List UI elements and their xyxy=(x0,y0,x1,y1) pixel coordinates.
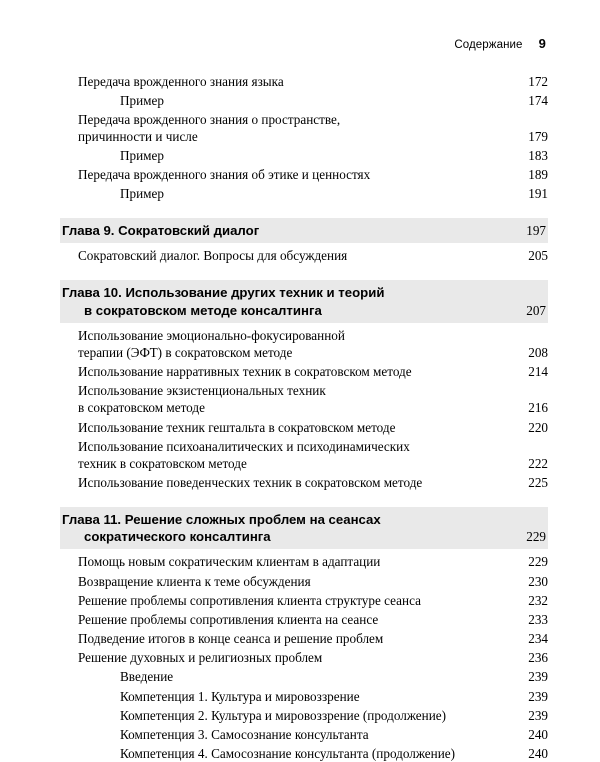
toc-entry-label: Решение проблемы сопротивления клиента на сеансе xyxy=(78,611,379,627)
toc-entry-page: 232 xyxy=(528,592,548,608)
toc-chapter-title: Глава 9. Сократовский диалог xyxy=(62,223,260,239)
toc-entry-label: Использование техник гештальта в сократовском методе xyxy=(78,419,396,435)
toc-entry[interactable] xyxy=(78,166,548,183)
toc-entry-page: 240 xyxy=(528,746,548,761)
toc-entry-page: 236 xyxy=(528,650,548,666)
toc-entry-label: Решение проблемы сопротивления клиента структуре сеанса xyxy=(78,592,421,608)
toc-entry[interactable] xyxy=(78,73,548,90)
toc-entry-label xyxy=(78,327,355,361)
toc-entry-label-line2: терапии (ЭФТ) в сократовском методе xyxy=(78,344,293,360)
toc-entry-page: 230 xyxy=(528,573,548,589)
running-head-page-number: 9 xyxy=(538,36,546,51)
toc-entry-page: 239 xyxy=(528,669,548,685)
toc-entry-label: Использование поведенческих техник в сократовском методе xyxy=(78,474,423,490)
toc-entry[interactable] xyxy=(120,707,548,724)
toc-entry[interactable] xyxy=(120,92,548,109)
toc-entry-label xyxy=(78,111,350,145)
toc-entry-page: 205 xyxy=(528,248,548,264)
toc-entry[interactable] xyxy=(78,247,548,264)
toc-entry-label: Компетенция 2. Культура и мировоззрение (продолжение) xyxy=(120,707,446,723)
toc-entry-page: 189 xyxy=(528,166,548,182)
toc-entry-page: 174 xyxy=(528,93,548,109)
toc-entry[interactable] xyxy=(78,573,548,590)
toc-chapter-title-line2: сократического консалтинга xyxy=(84,529,271,545)
toc-entry-label-line1: Передача врожденного знания о пространстве, xyxy=(78,112,341,128)
toc-entry[interactable] xyxy=(120,745,548,762)
toc-entry-label: Введение xyxy=(120,669,174,685)
toc-entry[interactable] xyxy=(78,474,548,491)
toc-entry-page: 179 xyxy=(528,129,548,145)
toc-entry-label: Пример xyxy=(120,93,164,109)
toc-entry-label: Пример xyxy=(120,147,164,163)
toc-entry-page: 214 xyxy=(528,364,548,380)
toc-entry-page: 229 xyxy=(528,554,548,570)
toc-entry-page: 239 xyxy=(528,707,548,723)
toc-entry[interactable] xyxy=(78,382,548,416)
toc-entry-label-line2: причинности и числе xyxy=(78,129,198,145)
toc-entry-page: 234 xyxy=(528,631,548,647)
toc-entry-label: Компетенция 4. Самосознание консультанта (продолжение) xyxy=(120,746,456,761)
toc-entry-label-line1: Использование экзистенциональных техник xyxy=(78,383,326,399)
toc-entry[interactable] xyxy=(120,185,548,202)
toc-entry[interactable] xyxy=(78,438,548,472)
toc-entry-label: Использование нарративных техник в сократовском методе xyxy=(78,364,412,380)
toc-entry-label: Передача врожденного знания языка xyxy=(78,74,284,89)
toc-chapter-page: 229 xyxy=(526,529,546,545)
toc-entry[interactable] xyxy=(78,630,548,647)
toc-entry-page: 183 xyxy=(528,147,548,163)
toc-entry[interactable] xyxy=(78,649,548,666)
toc-entry-page: 239 xyxy=(528,688,548,704)
toc-chapter-heading-10[interactable] xyxy=(60,280,548,322)
toc-entry-label: Возвращение клиента к теме обсуждения xyxy=(78,573,311,589)
toc-entry-label-line1: Использование психоаналитических и психодинамических xyxy=(78,438,410,454)
toc-chapter-heading-9[interactable] xyxy=(60,218,548,243)
toc-entry-label: Помощь новым сократическим клиентам в адаптации xyxy=(78,554,381,570)
toc-entry[interactable] xyxy=(78,363,548,380)
running-head-title: Содержание xyxy=(454,39,523,51)
toc-chapter-title-line1: Глава 11. Решение сложных проблем на сеансах xyxy=(62,512,381,528)
toc-entry-page: 233 xyxy=(528,611,548,627)
toc-chapter-page: 197 xyxy=(526,223,546,239)
toc-entry[interactable] xyxy=(78,111,548,145)
toc-chapter-page: 207 xyxy=(526,302,546,318)
toc-entry-page: 216 xyxy=(528,400,548,416)
toc-entry-page: 240 xyxy=(528,726,548,742)
toc-entry-page: 222 xyxy=(528,455,548,471)
toc-entry-label-line2: техник в сократовском методе xyxy=(78,455,247,471)
toc-entry[interactable] xyxy=(78,592,548,609)
toc-entry-label: Подведение итогов в конце сеанса и решение проблем xyxy=(78,631,384,647)
toc-entry-page: 208 xyxy=(528,344,548,360)
toc-entry[interactable] xyxy=(120,147,548,164)
toc-entry[interactable] xyxy=(78,553,548,570)
toc-chapter-title-line1: Глава 10. Использование других техник и теорий xyxy=(62,285,385,301)
toc-chapter-heading-11[interactable] xyxy=(60,507,548,549)
toc-entry[interactable] xyxy=(78,611,548,628)
toc-chapter-title xyxy=(60,284,394,318)
toc-entry-label-line1: Использование эмоционально-фокусированной xyxy=(78,327,345,343)
toc-entry-label: Пример xyxy=(120,185,164,201)
table-of-contents xyxy=(60,73,548,762)
toc-entry[interactable] xyxy=(78,327,548,361)
toc-entry[interactable] xyxy=(120,726,548,743)
toc-entry[interactable] xyxy=(78,419,548,436)
toc-entry-page: 225 xyxy=(528,474,548,490)
toc-entry-label-line2: в сократовском методе xyxy=(78,400,205,416)
toc-entry-page: 220 xyxy=(528,419,548,435)
toc-chapter-title xyxy=(60,511,391,545)
toc-entry-label: Компетенция 3. Самосознание консультанта xyxy=(120,726,369,742)
toc-chapter-title-line2: в сократовском методе консалтинга xyxy=(84,302,322,318)
running-head xyxy=(60,36,548,51)
toc-entry-page: 172 xyxy=(528,74,548,89)
toc-entry-label: Решение духовных и религиозных проблем xyxy=(78,650,323,666)
toc-entry-page: 191 xyxy=(528,185,548,201)
toc-entry-label xyxy=(78,438,420,472)
toc-entry[interactable] xyxy=(120,688,548,705)
toc-entry[interactable] xyxy=(120,668,548,685)
toc-entry-label: Компетенция 1. Культура и мировоззрение xyxy=(120,688,360,704)
toc-entry-label xyxy=(78,382,336,416)
toc-entry-label: Сократовский диалог. Вопросы для обсуждения xyxy=(78,248,348,264)
toc-entry-label: Передача врожденного знания об этике и ценностях xyxy=(78,166,371,182)
